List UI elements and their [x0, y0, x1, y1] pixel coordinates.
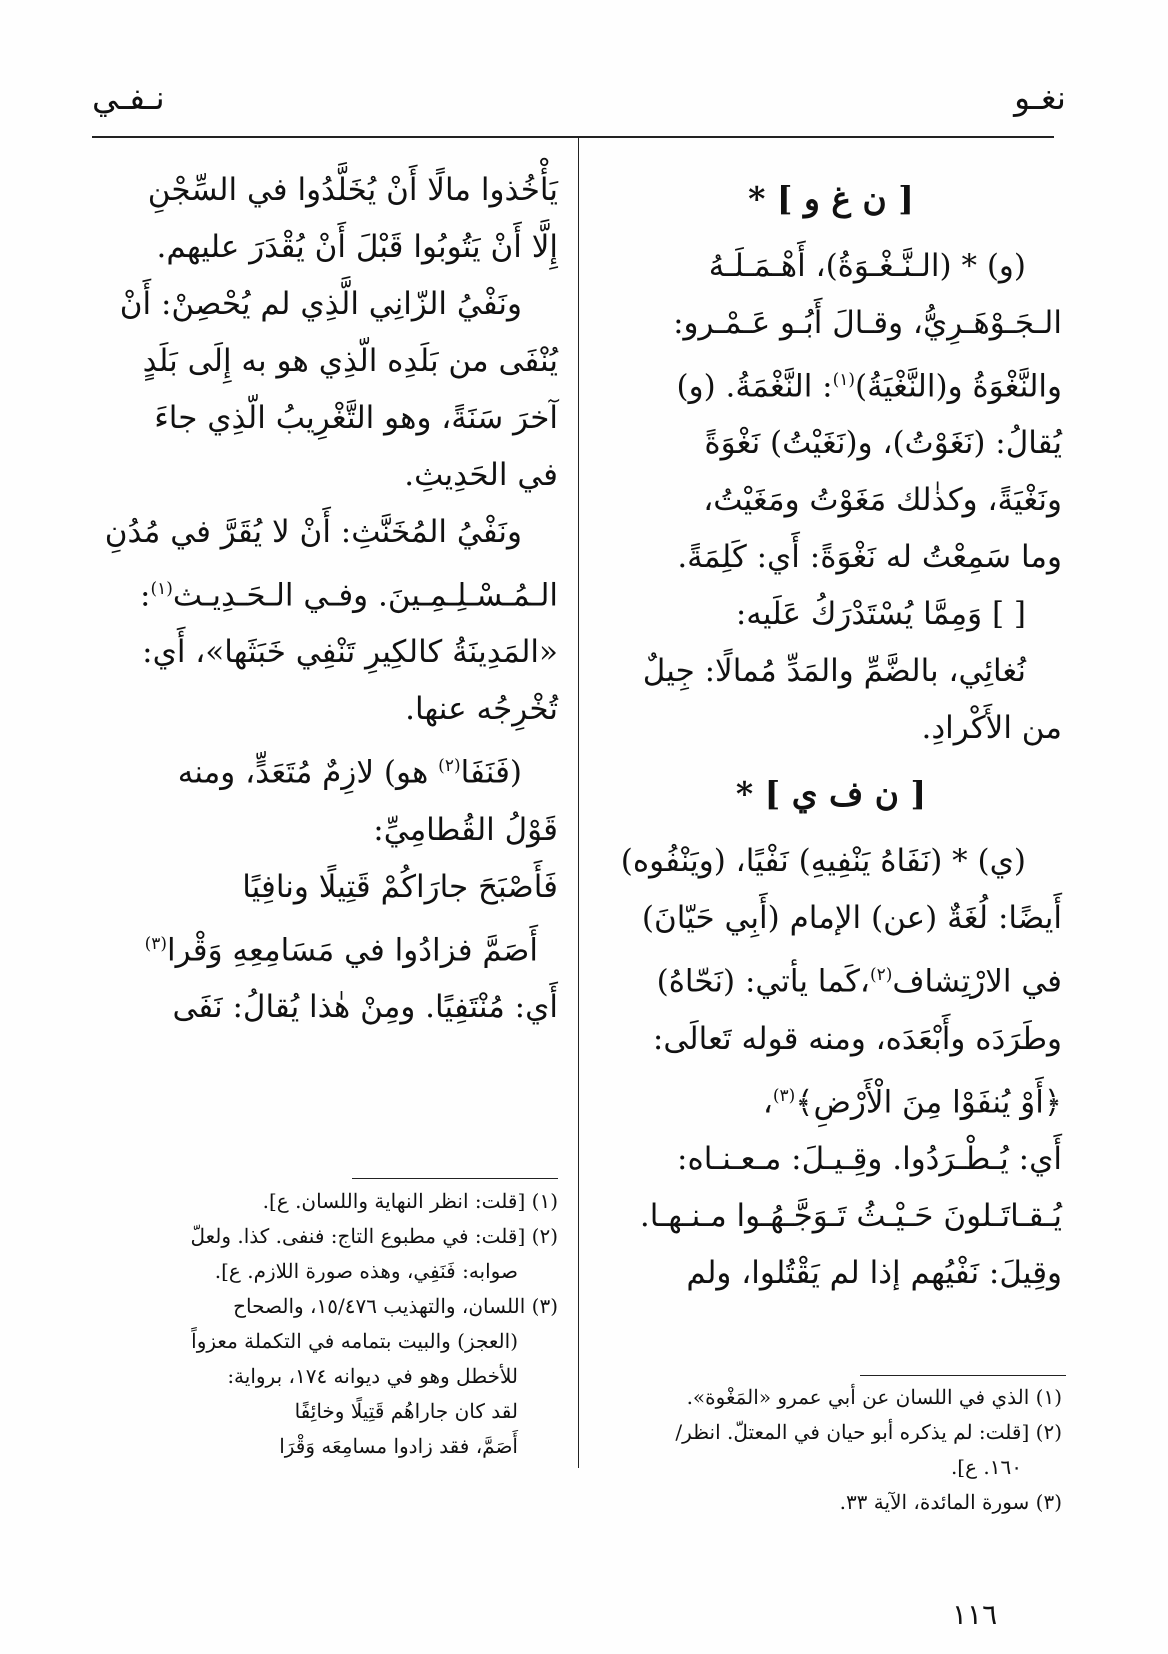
text-line: قَوْلُ القُطامِيِّ: — [373, 811, 558, 848]
page-number: ١١٦ — [952, 1598, 998, 1631]
footnote-item: (١) الذي في اللسان عن أبي عمرو «المَغْوة». — [686, 1385, 1062, 1409]
entry-heading-nghw: [ ن غ و ] * — [748, 179, 914, 218]
text-line: من الأَكْرادِ. — [921, 710, 1062, 747]
text-line: آخرَ سَنَةً، وهو التَّغْرِيبُ الّذِي جاءَ — [154, 400, 558, 436]
column-divider — [578, 138, 579, 1468]
text-line: (ي) * (نَفَاهُ يَنْفِيهِ) نَفْيًا، (ويَنْفُوه) — [620, 843, 1026, 880]
poem-verse-first-hemistich: فَأَصْبَحَ جارَاكُمْ قَتِيلًا ونافِيًا — [242, 868, 558, 905]
mustadrak-line: [ ] وَمِمَّا يُسْتَدْرَكُ عَلَيه: — [735, 596, 1026, 633]
left-column — [104, 162, 558, 1036]
text-line: (فَنَفَا$^{(٢)}$ هو) لازِمٌ مُتَعَدٍّ، ومنه — [177, 754, 522, 791]
text-line: يَأْخُذوا مالًا أَنْ يُخَلَّدُوا في السِّجْنِ — [147, 172, 558, 208]
text-line: «المَدِينَةُ كالكِيرِ تَنْفِي خَبَثَها»، أَي: — [142, 634, 558, 671]
footnote-item: للأخطل وهو في ديوانه ١٧٤، برواية: — [227, 1364, 518, 1388]
quran-verse-line: ﴿أَوْ يُنفَوْا مِنَ الْأَرْضِ﴾$^{(٣)}$، — [762, 1083, 1062, 1120]
footnote-item: (العجز) والبيت بتمامه في التكملة معزواً — [191, 1329, 518, 1353]
header-rule — [92, 136, 1054, 138]
text-line: الـمُـسْـلِـمِـينَ. وفـي الـحَـدِيـث$^{(١)}$: — [140, 577, 558, 614]
footnote-item: (١) [قلت: انظر النهاية واللسان. ع]. — [262, 1189, 558, 1213]
running-head-left: نـفـي — [92, 78, 165, 117]
text-line: نُغائِي، بالضَّمِّ والمَدِّ مُمالًا: جِيلٌ — [642, 653, 1026, 690]
text-line: أَي: يُـطْـرَدُوا. وقِـيـلَ: مـعـنـاه: — [677, 1140, 1062, 1177]
footnote-poem-line: لقد كان جاراهُم قَتِيلًا وخائِفًا — [294, 1399, 518, 1423]
right-column — [600, 162, 1062, 1302]
footnote-item: (٣) اللسان، والتهذيب ١٥/٤٧٦، والصحاح — [233, 1294, 558, 1318]
text-line: ونَغْيَةً، وكذٰلك مَغَوْتُ ومَغَيْتُ، — [703, 482, 1062, 519]
footnotes-right — [600, 1380, 1062, 1520]
text-line: يُقالُ: (نَغَوْتُ)، و(نَغَيْتُ) نَغْوَةً — [704, 425, 1062, 462]
text-line: تُخْرِجُه عنها. — [405, 691, 558, 728]
text-line: أَي: مُنْتَفِيًا. ومِنْ هٰذا يُقالُ: نَفَى — [172, 988, 558, 1025]
footnote-ref: (٣) — [144, 933, 168, 954]
footnotes-left — [104, 1184, 558, 1464]
text-line: (و) * (الـنَّـغْـوَةُ)، أَهْـمَـلَـهُ — [708, 248, 1026, 284]
text-line: في الحَدِيثِ. — [404, 457, 558, 493]
text-line: وطَرَدَه وأَبْعَدَه، ومنه قوله تَعالَى: — [652, 1020, 1062, 1057]
footnote-rule-left — [352, 1178, 558, 1179]
text-line: ونَفْيُ المُخَنَّثِ: أَنْ لا يُقَرَّ في مُدُنِ — [104, 514, 522, 550]
footnote-ref: (٢) — [438, 756, 461, 777]
footnote-ref: (١) — [150, 579, 173, 599]
text-line: الـجَـوْهَـرِيُّ، وقـالَ أَبُـو عَـمْـرو: — [673, 305, 1062, 341]
text-line: وقِيلَ: نَفْيُهم إذا لم يَقْتُلوا، ولم — [686, 1254, 1062, 1291]
footnote-ref: (٣) — [772, 1085, 796, 1106]
text-line: يُـقـاتَـلونَ حَـيْـثُ تَـوَجَّـهُـوا مـنـهـا. — [639, 1197, 1062, 1234]
footnote-poem-line: أَصَمَّ، فقد زادوا مسامِعَه وَقْرَا — [279, 1434, 518, 1458]
entry-heading-nfy: [ ن ف ي ] * — [735, 774, 927, 814]
text-line: يُنْفَى من بَلَدِه الّذِي هو به إِلَى بَلَدٍ — [142, 343, 558, 379]
text-line: والنَّغْوَةُ و(النَّغْيَةُ)$^{(١)}$: النَّغْمَةُ. (و) — [676, 368, 1062, 405]
running-head-right: نغـو — [1014, 78, 1066, 117]
footnote-item: (٢) [قلت: لم يذكره أبو حيان في المعتلّ. انظر/ — [675, 1420, 1062, 1444]
footnote-item: صوابه: فَنَفِي، وهذه صورة اللازم. ع]. — [214, 1259, 518, 1283]
poem-verse-second-hemistich: أَصَمَّ فزادُوا في مَسَامِعِهِ وَقْرا$^{(٣)}$ — [144, 931, 538, 968]
footnote-item: ١٦٠. ع]. — [950, 1455, 1022, 1479]
footnote-rule-right — [860, 1375, 1066, 1376]
text-line: أَيضًا: لُغَةٌ (عن) الإمام (أَبِي حَيّانَ) — [641, 900, 1062, 937]
footnote-ref: (١) — [832, 370, 856, 390]
text-line: في الارْتِشاف$^{(٢)}$،كَما يأتي: (نَحّاهُ) — [656, 963, 1062, 1000]
text-line: إِلَّا أَنْ يَتُوبُوا قَبْلَ أَنْ يُقْدَرَ عليهم. — [156, 229, 558, 265]
footnote-ref: (٢) — [869, 965, 893, 986]
text-line: وما سَمِعْتُ له نَغْوَةً: أَي: كَلِمَةً. — [677, 539, 1062, 576]
footnote-item: (٣) سورة المائدة، الآية ٣٣. — [839, 1490, 1062, 1514]
footnote-item: (٢) [قلت: في مطبوع التاج: فنفى. كذا. ولعلّ — [190, 1224, 558, 1248]
text-line: ونَفْيُ الزّانِي الَّذِي لم يُحْصِنْ: أَنْ — [119, 286, 522, 322]
